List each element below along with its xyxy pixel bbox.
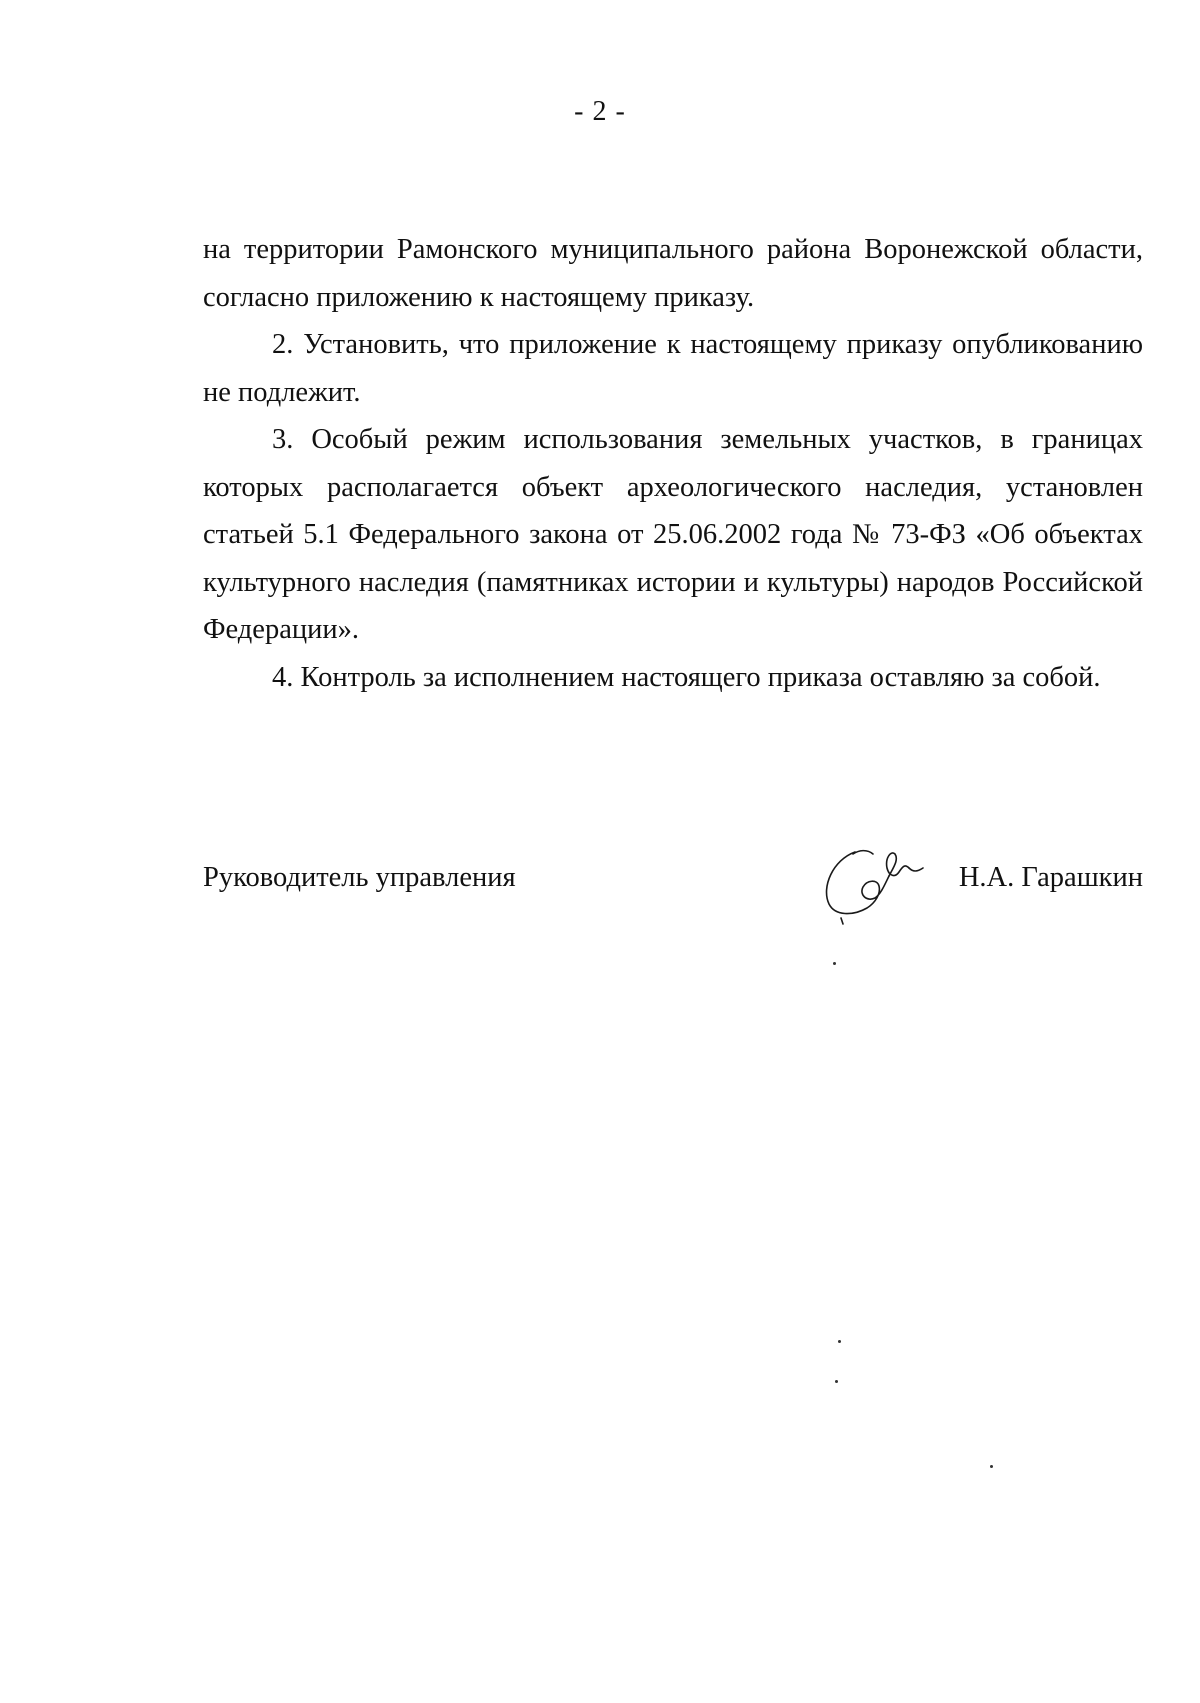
paragraph-item-4: 4. Контроль за исполнением настоящего приказа оставляю за собой. <box>272 661 1101 693</box>
page-number: - 2 - <box>574 96 626 127</box>
scan-speck <box>833 962 836 965</box>
signatory-name: Н.А. Гарашкин <box>958 862 1143 893</box>
handwritten-signature <box>815 832 935 942</box>
document-body <box>203 226 1143 701</box>
paragraph-item-3: 3. Особый режим использования земельных участков, в границах которых располагается объект археологического наследия, установлен статьей 5.1 Федерального закона от 25.06.2002 года № 73-ФЗ «Об объектах культурного наследия (памятниках истории и культуры) народов Российской Федерации». <box>203 424 1143 645</box>
scan-speck <box>838 1340 841 1343</box>
signatory-title: Руководитель управления <box>203 862 516 893</box>
paragraph-item-2: 2. Установить, что приложение к настоящему приказу опубликованию не подлежит. <box>203 329 1143 408</box>
scan-speck <box>990 1465 993 1468</box>
scan-speck <box>835 1380 838 1383</box>
signature-block <box>203 858 1143 938</box>
paragraph-continuation: на территории Рамонского муниципального района Воронежской области, согласно приложению к настоящему приказу. <box>203 234 1143 313</box>
